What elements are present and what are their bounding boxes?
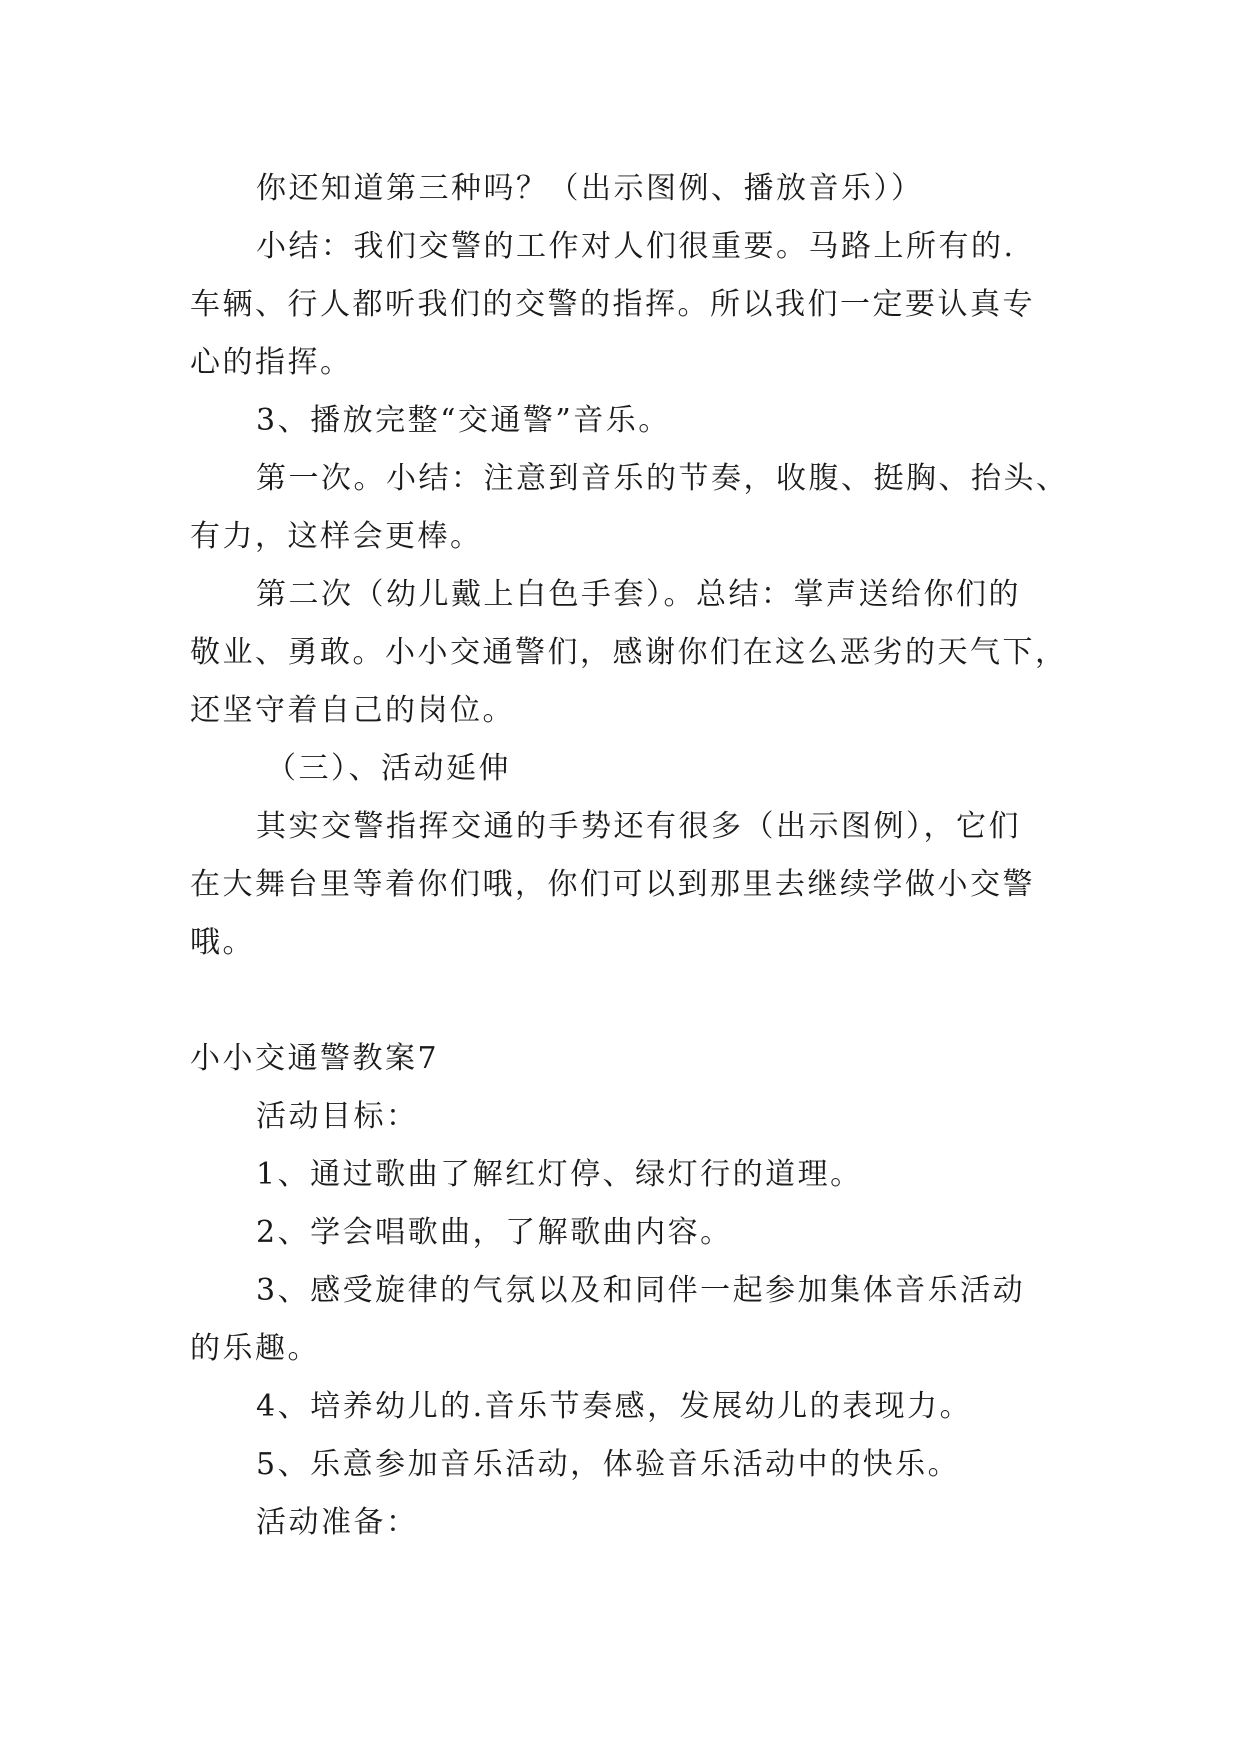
section-heading: 活动准备： [256,1505,419,1540]
list-item: 2、学会唱歌曲，了解歌曲内容。 [256,1215,733,1250]
paragraph-line: 第一次。小结：注意到音乐的节奏，收腹、挺胸、抬头、 [256,461,1069,496]
paragraph-line: 还坚守着自己的岗位。 [190,693,515,728]
section-heading: 活动目标： [256,1099,419,1134]
paragraph-line: 其实交警指挥交通的手势还有很多（出示图例），它们 [256,809,1021,844]
list-item: 3、感受旋律的气氛以及和同伴一起参加集体音乐活动 [256,1273,1026,1308]
document-title: 小小交通警教案7 [190,1041,440,1076]
section-heading: （三）、活动延伸 [266,751,511,786]
paragraph-line: 敬业、勇敢。小小交通警们，感谢你们在这么恶劣的天气下， [190,635,1068,670]
paragraph-line: 在大舞台里等着你们哦，你们可以到那里去继续学做小交警 [190,867,1035,902]
paragraph-line: 小结：我们交警的工作对人们很重要。马路上所有的. [256,229,1016,264]
paragraph-line: 心的指挥。 [190,345,353,380]
paragraph-line: 车辆、行人都听我们的交警的指挥。所以我们一定要认真专 [190,287,1035,322]
list-item-continuation: 的乐趣。 [190,1331,320,1366]
list-item: 1、通过歌曲了解红灯停、绿灯行的道理。 [256,1157,863,1192]
document-body [190,160,1069,1552]
paragraph-line: 第二次（幼儿戴上白色手套）。总结：掌声送给你们的 [256,577,1021,612]
list-item: 5、乐意参加音乐活动，体验音乐活动中的快乐。 [256,1447,961,1482]
list-item: 4、培养幼儿的.音乐节奏感，发展幼儿的表现力。 [256,1389,973,1424]
paragraph-line: 哦。 [190,925,255,960]
paragraph-line: 有力，这样会更棒。 [190,519,483,554]
paragraph-line: 3、播放完整“交通警”音乐。 [256,403,671,438]
paragraph-line: 你还知道第三种吗？（出示图例、播放音乐）） [256,171,924,206]
spacer [190,972,1056,1030]
